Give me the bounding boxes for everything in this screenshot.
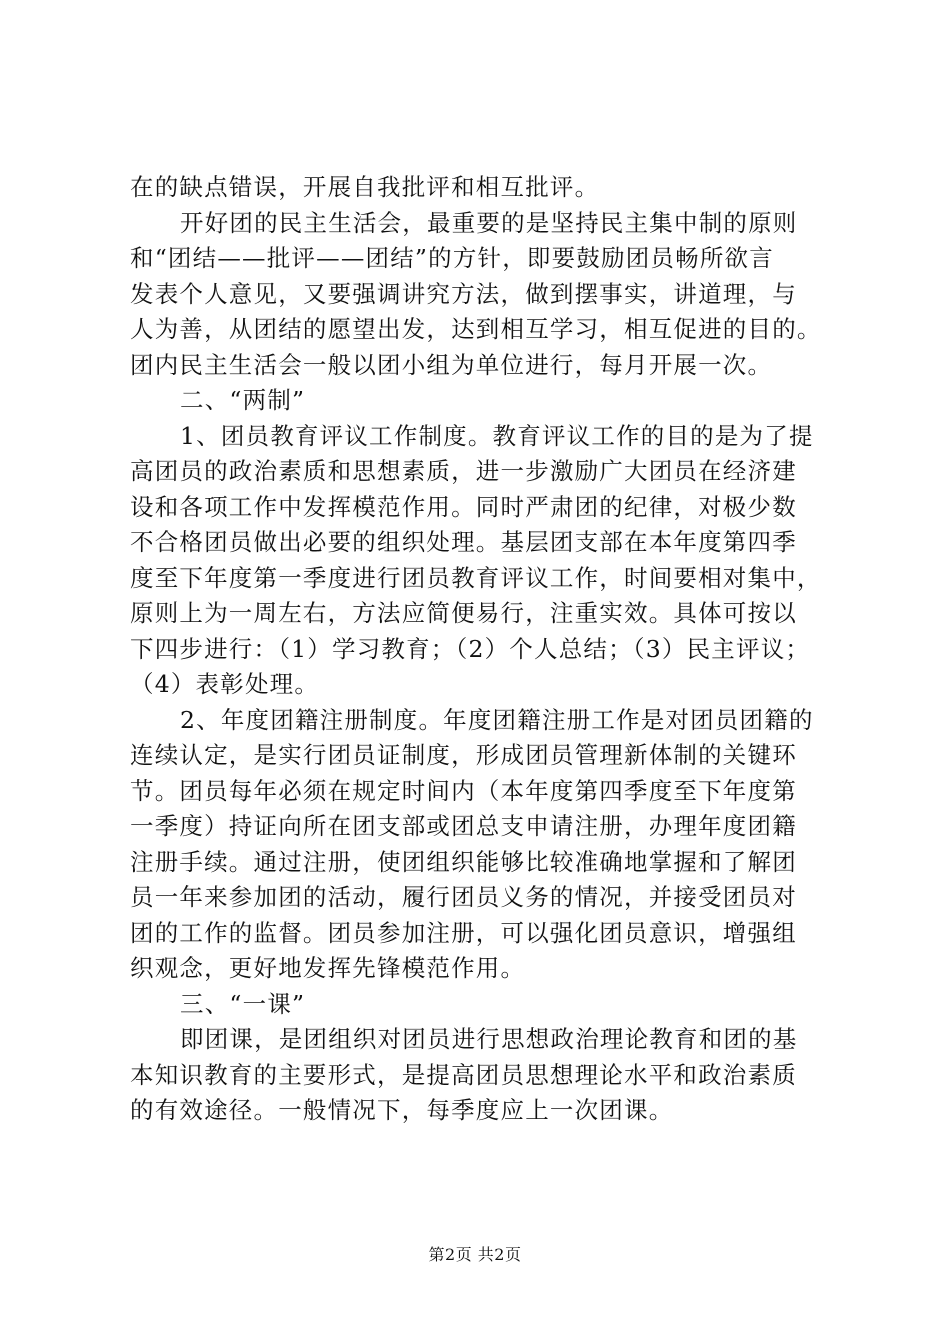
text-line: 节。团员每年必须在规定时间内（本年度第四季度至下年度第 — [130, 776, 797, 805]
text-line: 一季度）持证向所在团支部或团总支申请注册，办理年度团籍 — [130, 812, 797, 840]
text-line: 高团员的政治素质和思想素质，进一步激励广大团员在经济建 — [130, 457, 797, 485]
text-line: （4）表彰处理。 — [130, 670, 320, 698]
text-line: 不合格团员做出必要的组织处理。基层团支部在本年度第四季 — [130, 528, 797, 556]
text-line: 二、“两制” — [180, 386, 306, 414]
text-line: 即团课，是团组织对团员进行思想政治理论教育和团的基 — [180, 1025, 798, 1053]
text-line: 发表个人意见，又要强调讲究方法，做到摆事实，讲道理，与 — [130, 279, 797, 308]
page-number-footer: 第2页 共2页 — [428, 1245, 522, 1264]
text-line: 和“团结——批评——团结”的方针，即要鼓励团员畅所欲言 — [130, 244, 774, 272]
text-line: 团内民主生活会一般以团小组为单位进行，每月开展一次。 — [130, 350, 773, 379]
text-line: 注册手续。通过注册，使团组织能够比较准确地掌握和了解团 — [130, 847, 797, 876]
text-line: 开好团的民主生活会，最重要的是坚持民主集中制的原则 — [180, 208, 798, 237]
text-line: 的有效途径。一般情况下，每季度应上一次团课。 — [130, 1096, 674, 1124]
text-line: 本知识教育的主要形式，是提高团员思想理论水平和政治素质 — [130, 1060, 797, 1089]
text-line: 人为善，从团结的愿望出发，达到相互学习，相互促进的目的。 — [130, 315, 822, 343]
text-line: 1、团员教育评议工作制度。教育评议工作的目的是为了提 — [180, 421, 814, 450]
text-line: 团的工作的监督。团员参加注册，可以强化团员意识，增强组 — [130, 918, 797, 947]
text-line: 原则上为一周左右，方法应简便易行，注重实效。具体可按以 — [130, 599, 797, 627]
document-body — [130, 170, 860, 1129]
text-line: 三、“一课” — [180, 989, 306, 1018]
text-line: 织观念，更好地发挥先锋模范作用。 — [130, 954, 526, 982]
text-line: 员一年来参加团的活动，履行团员义务的情况，并接受团员对 — [130, 883, 797, 911]
text-line: 2、年度团籍注册制度。年度团籍注册工作是对团员团籍的 — [180, 705, 814, 734]
text-line: 下四步进行：（1）学习教育；（2）个人总结；（3）民主评议； — [130, 634, 811, 663]
text-line: 连续认定，是实行团员证制度，形成团员管理新体制的关键环 — [130, 741, 797, 769]
text-line: 度至下年度第一季度进行团员教育评议工作，时间要相对集中， — [130, 563, 822, 592]
text-line: 设和各项工作中发挥模范作用。同时严肃团的纪律，对极少数 — [130, 492, 797, 521]
text-line: 在的缺点错误，开展自我批评和相互批评。 — [130, 173, 600, 201]
